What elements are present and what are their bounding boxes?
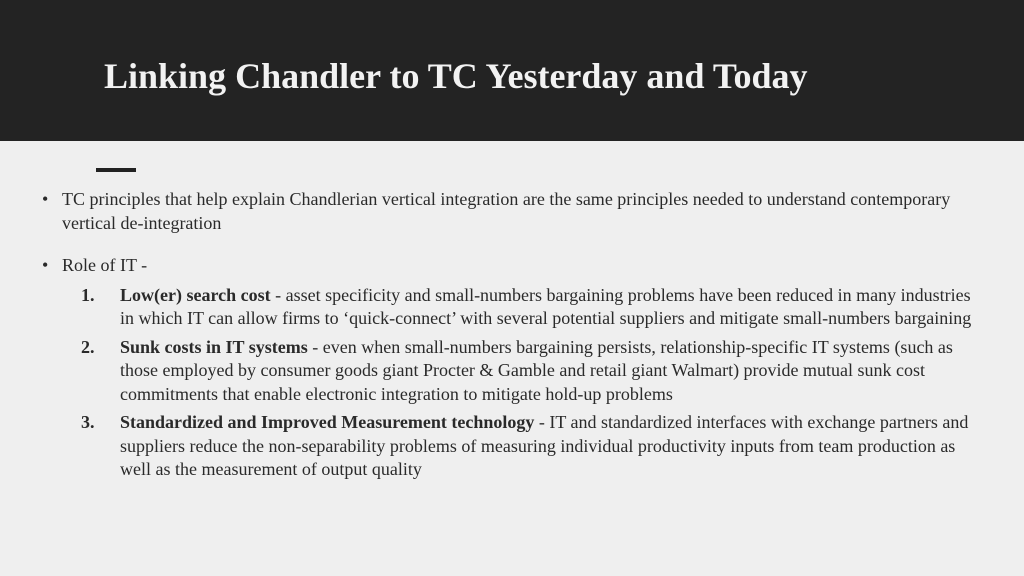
item-heading: Sunk costs in IT systems <box>120 336 308 357</box>
numbered-item <box>40 411 980 482</box>
numbered-item <box>40 284 980 331</box>
numbered-list <box>40 284 990 482</box>
item-body: - IT and standardized interfaces with exchange partners and suppliers reduce the non-separability problems of measuring individual productivity inputs from team production as well as the measurement of output quality <box>120 412 969 479</box>
bullet-text: TC principles that help explain Chandlerian vertical integration are the same principles needed to understand contemporary vertical de-integration <box>62 189 951 233</box>
bullet-item <box>40 188 982 235</box>
item-body: - asset specificity and small-numbers bargaining problems have been reduced in many industries in which IT can allow firms to ‘quick-connect’ with several potential suppliers and mitigate small-numbers bargaining <box>120 284 972 328</box>
item-body: - even when small-numbers bargaining persists, relationship-specific IT systems (such as those employed by consumer goods giant Procter & Gamble and retail giant Walmart) provide mutual sunk cost commitments that enable electronic integration to mitigate hold-up problems <box>120 336 953 404</box>
bullet-text: Role of IT - <box>62 255 148 275</box>
slide-title: Linking Chandler to TC Yesterday and Today <box>104 56 808 96</box>
title-bar <box>0 0 1024 141</box>
item-number: 3. <box>81 412 95 432</box>
slide-content <box>40 188 990 487</box>
item-heading: Standardized and Improved Measurement technology <box>120 412 535 432</box>
item-heading: Low(er) search cost <box>120 284 271 305</box>
item-number: 1. <box>81 284 95 305</box>
numbered-item <box>40 336 980 407</box>
bullet-item <box>40 254 990 278</box>
title-accent-divider <box>96 168 136 172</box>
item-number: 2. <box>81 336 95 357</box>
